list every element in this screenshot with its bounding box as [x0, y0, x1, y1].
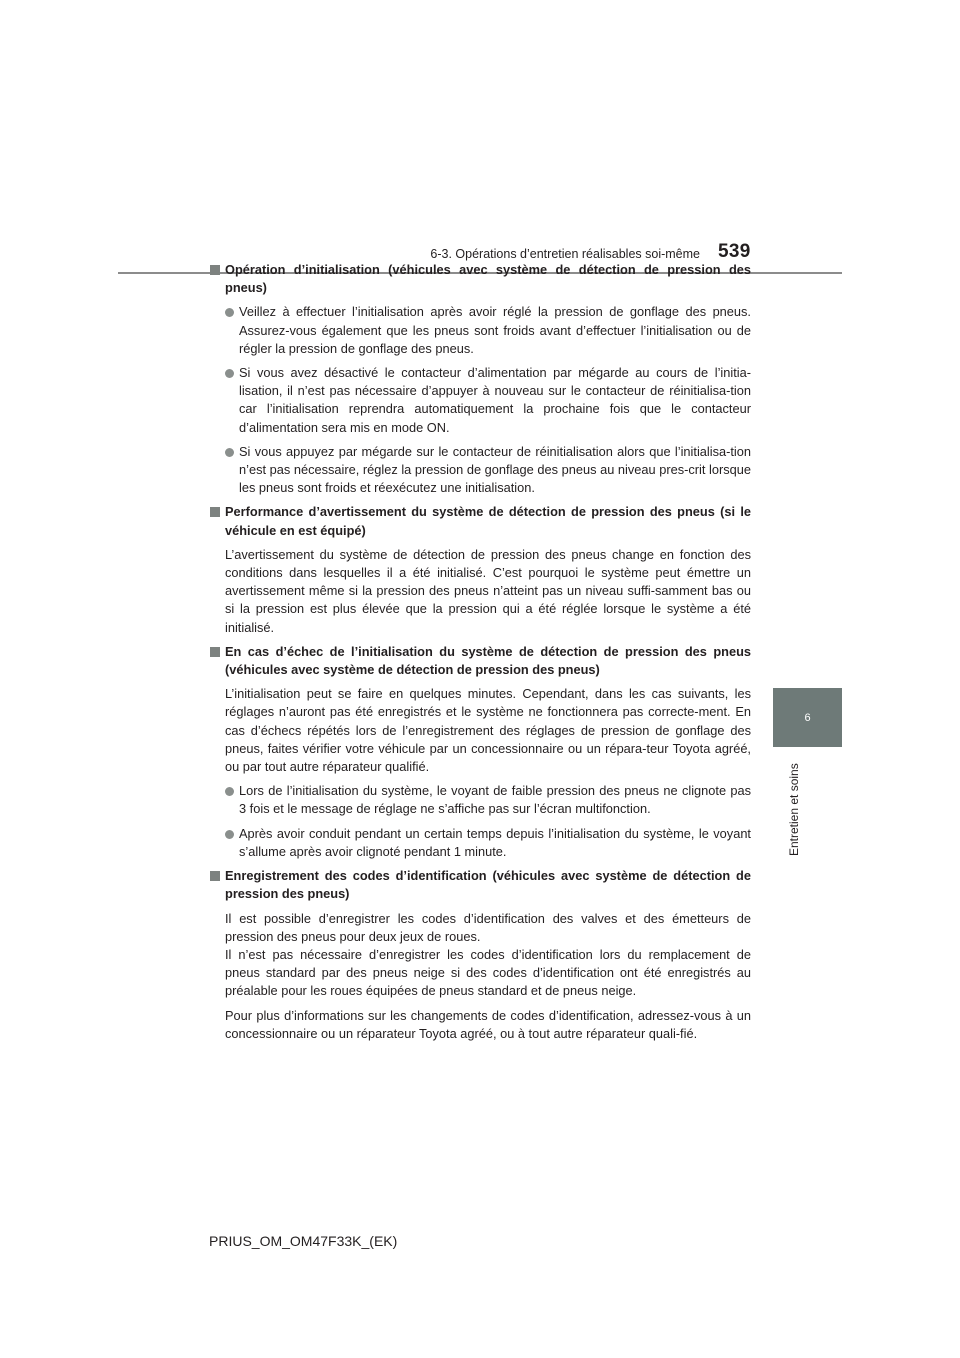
bullet-item: Si vous avez désactivé le contacteur d’alimentation par mégarde au cours de l’initia-lisation, il n’est pas nécessaire d’appuyer à nouveau sur le contacteur de réinitialisa-tion car l’initialisation reprendra automatiquement la prochaine fois que le contacteur d’alimentation sera mis en mode ON. — [209, 364, 751, 437]
section-paragraph — [209, 910, 751, 1001]
page-number: 539 — [718, 241, 751, 262]
section-paragraph: Pour plus d’informations sur les changements de codes d’identification, adressez-vous à un concessionnaire ou un réparateur Toyota agréé, ou à tout autre réparateur quali-fié. — [225, 1007, 751, 1041]
chapter-tab[interactable] — [773, 688, 842, 747]
running-header-section: 6-3. Opérations d’entretien réalisables soi-même — [430, 247, 700, 261]
chapter-number: 6 — [804, 711, 811, 724]
section-heading: Opération d’initialisation (véhicules avec système de détection de pression des pneus) — [209, 261, 751, 297]
document-code: PRIUS_OM_OM47F33K_(EK) — [209, 1233, 398, 1249]
section-heading: Performance d’avertissement du système de détection de pression des pneus (si le véhicule en est équipé) — [209, 503, 751, 539]
section-heading: Enregistrement des codes d’identification (véhicules avec système de détection de pression des pneus) — [209, 867, 751, 903]
bullet-item: Si vous appuyez par mégarde sur le contacteur de réinitialisation alors que l’initialisa-tion n’est pas nécessaire, réglez la pression de gonflage des pneus au niveau pres-crit lorsque les pneus sont froids et réexécutez une initialisation. — [209, 443, 751, 498]
bullet-item: Veillez à effectuer l’initialisation après avoir réglé la pression de gonflage des pneus. Assurez-vous également que les pneus sont froids avant d’effectuer l’initialisation ou de régler la pression de gonflage des pneus. — [209, 303, 751, 358]
bullet-item: Après avoir conduit pendant un certain temps depuis l’initialisation du système, le voyant s’allume après avoir clignoté pendant 1 minute. — [209, 825, 751, 861]
section-paragraph: L’initialisation peut se faire en quelques minutes. Cependant, dans les cas suivants, les réglages n’auront pas été enregistrés et le système ne fonctionnera pas correcte-ment. En cas d’échecs répétés lors de l’enregistrement des réglages de pression de gonflage des pneus, faites vérifier votre véhicule par un concessionnaire ou un répara-teur Toyota agréé, ou par tout autre réparateur qualifié. — [225, 686, 751, 775]
paragraph-line: Il n’est pas nécessaire d’enregistrer les codes d’identification lors du remplacement de pneus standard par des pneus neige si des codes d’identification ont été enregistrés au préalable pour les roues équipées de pneus standard et de pneus neige. — [225, 946, 751, 999]
main-content — [209, 255, 751, 1043]
chapter-label: Entretien et soins — [787, 763, 801, 856]
section-heading: En cas d’échec de l’initialisation du système de détection de pression des pneus (véhicules avec système de détection de pression des pneus) — [209, 643, 751, 679]
section-paragraph: L’avertissement du système de détection de pression des pneus change en fonction des conditions dans lesquelles il a été initialisé. C’est pourquoi le système peut émettre un avertissement même si la pression des pneus n’atteint pas un niveau suffi-samment bas ou si la pression est plus élevée que la pression qui a été réglée lorsque le système a été initialisé. — [225, 546, 751, 635]
bullet-item: Lors de l’initialisation du système, le voyant de faible pression des pneus ne clignote pas 3 fois et le message de réglage ne s’affiche pas sur l’écran multifonction. — [209, 782, 751, 818]
paragraph-line: Il est possible d’enregistrer les codes d’identification des valves et des émetteurs de pression des pneus pour deux jeux de roues. — [225, 910, 751, 944]
chapter-side-label — [787, 762, 801, 862]
